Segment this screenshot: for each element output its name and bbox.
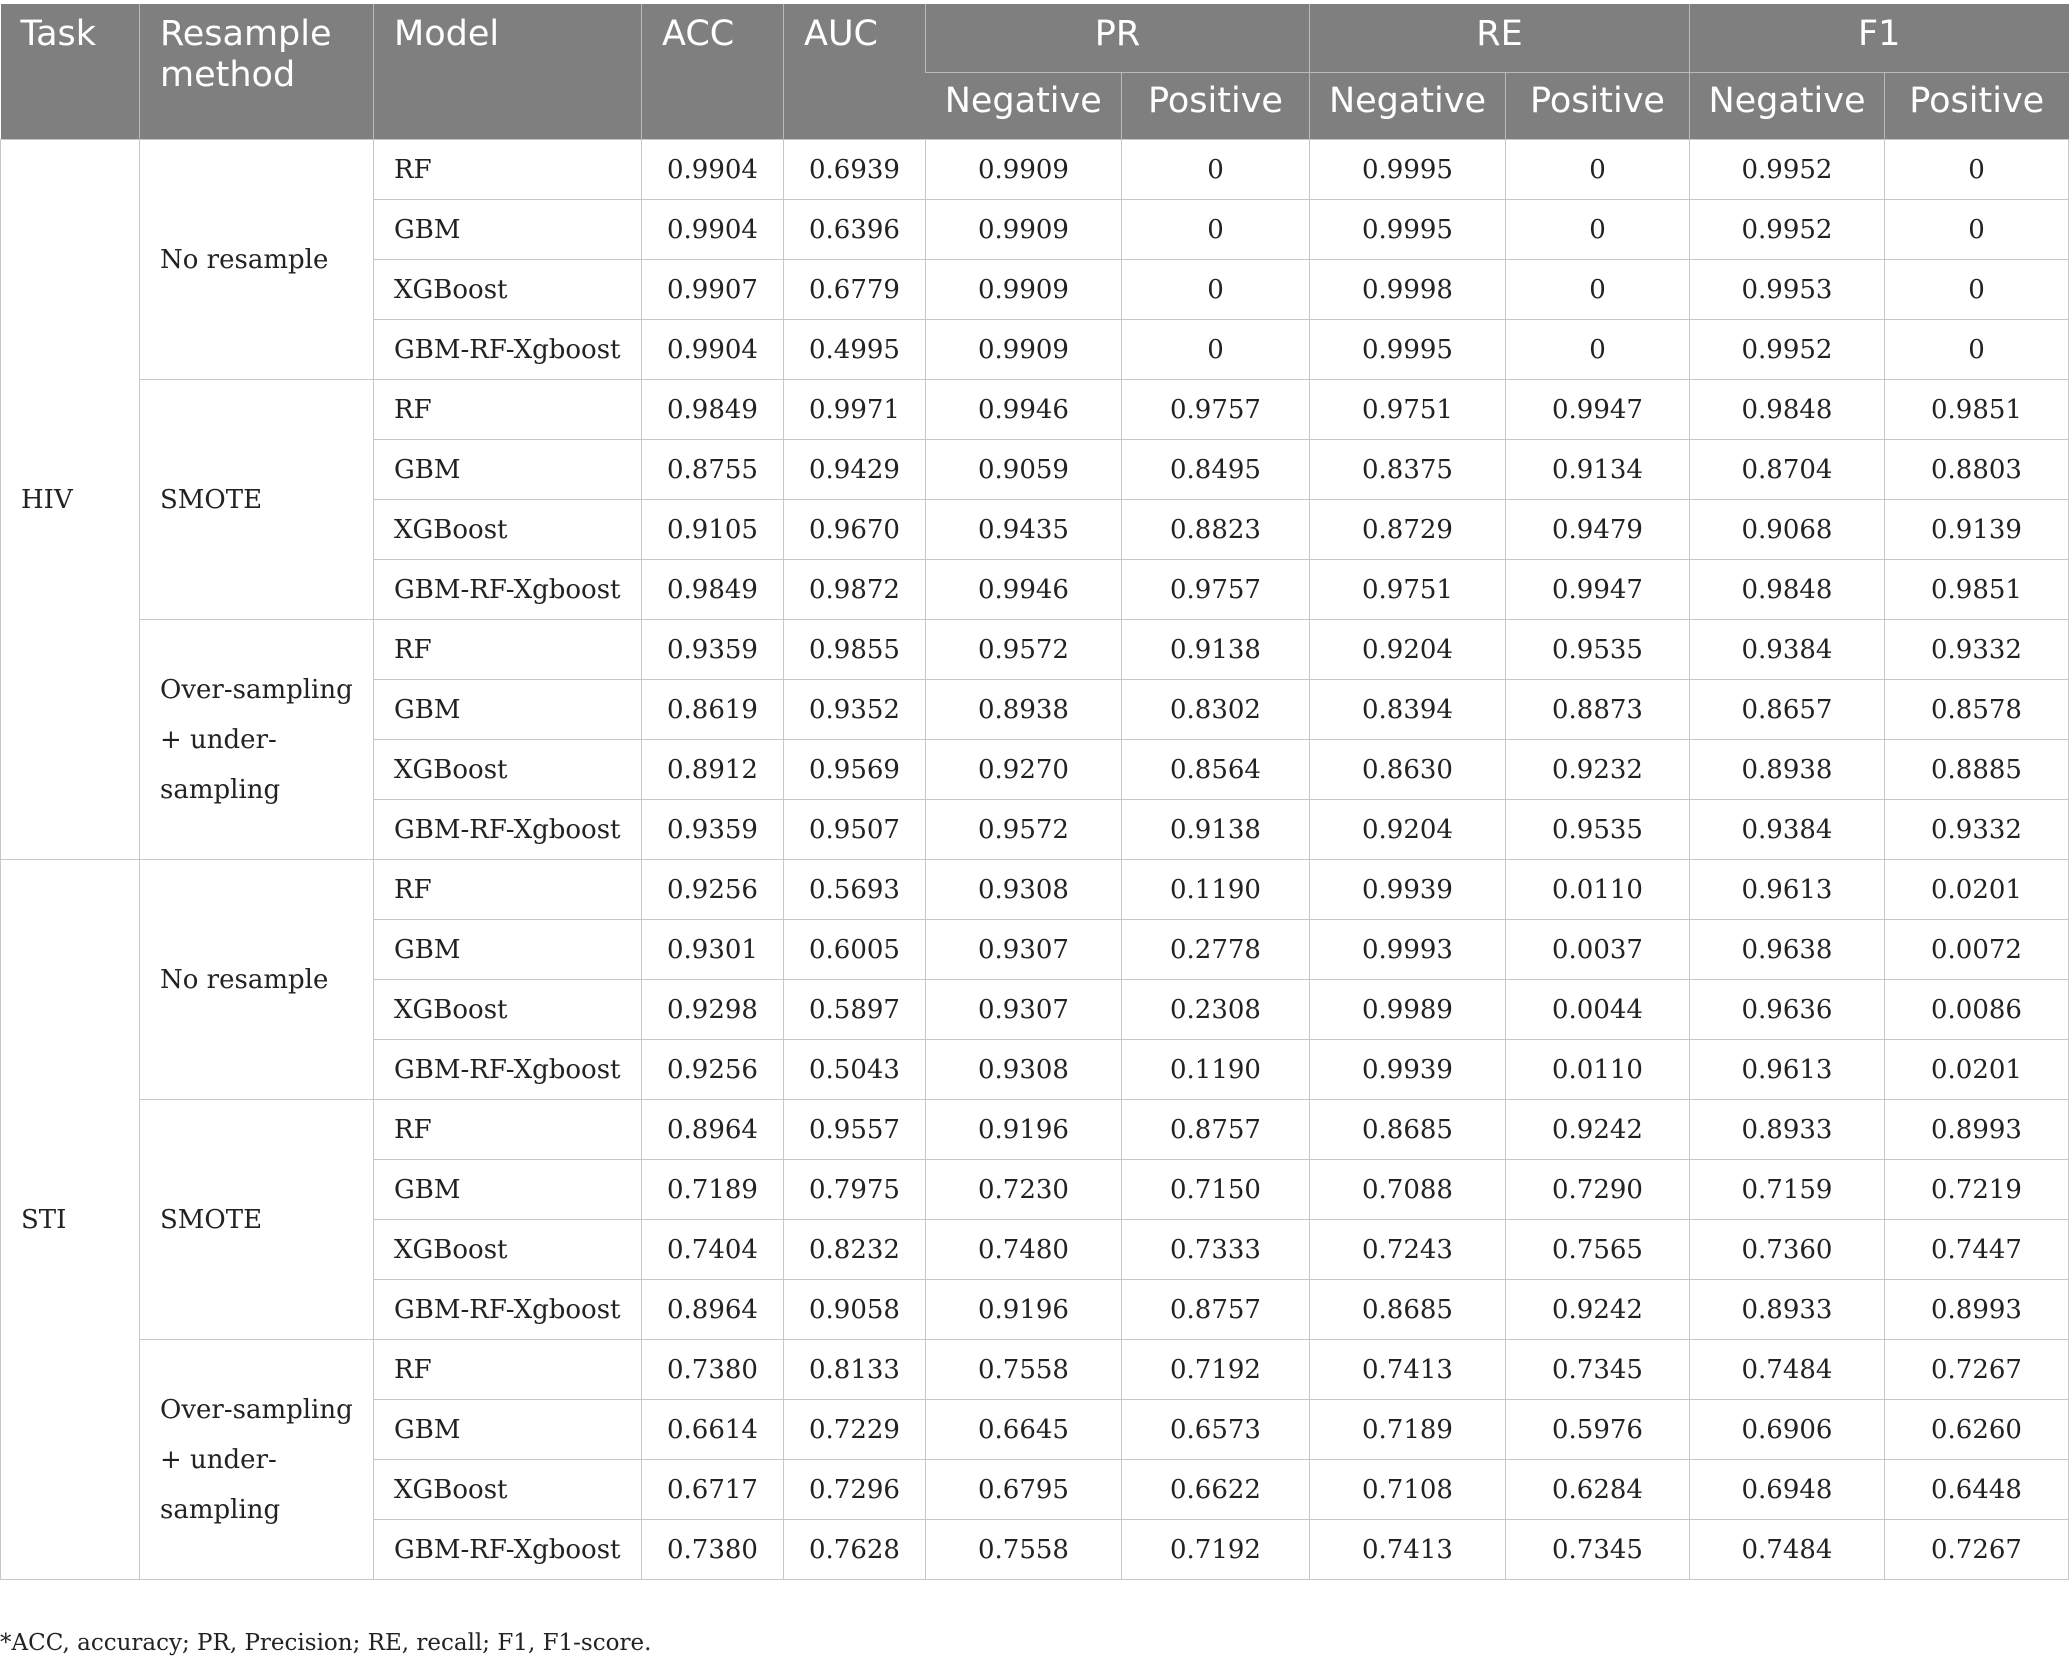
re-negative-cell: 0.7413 [1310,1340,1506,1400]
f1-positive-cell: 0.0072 [1885,920,2069,980]
model-cell: XGBoost [374,1220,642,1280]
re-positive-cell: 0.7345 [1506,1520,1690,1580]
model-cell: XGBoost [374,1460,642,1520]
auc-cell: 0.6005 [784,920,926,980]
auc-cell: 0.9971 [784,380,926,440]
header-task: Task [1,4,140,140]
pr-positive-cell: 0.8823 [1122,500,1310,560]
model-cell: XGBoost [374,740,642,800]
acc-cell: 0.7404 [642,1220,784,1280]
table-row [1,860,2069,920]
auc-cell: 0.6779 [784,260,926,320]
header-f1-negative: Negative [1690,73,1885,140]
re-negative-cell: 0.9751 [1310,560,1506,620]
re-negative-cell: 0.9204 [1310,620,1506,680]
auc-cell: 0.7229 [784,1400,926,1460]
f1-negative-cell: 0.9384 [1690,800,1885,860]
resample-method-cell: SMOTE [140,380,374,620]
auc-cell: 0.7975 [784,1160,926,1220]
pr-positive-cell: 0.9138 [1122,800,1310,860]
header-f1-positive: Positive [1885,73,2069,140]
re-positive-cell: 0.7345 [1506,1340,1690,1400]
acc-cell: 0.9907 [642,260,784,320]
f1-positive-cell: 0 [1885,320,2069,380]
auc-cell: 0.6396 [784,200,926,260]
pr-positive-cell: 0.1190 [1122,860,1310,920]
re-positive-cell: 0.9947 [1506,560,1690,620]
acc-cell: 0.9256 [642,1040,784,1100]
acc-cell: 0.7380 [642,1340,784,1400]
re-negative-cell: 0.7413 [1310,1520,1506,1580]
auc-cell: 0.6939 [784,140,926,200]
resample-method-cell: Over-sampling + under-sampling [140,1340,374,1580]
model-cell: GBM [374,1400,642,1460]
pr-positive-cell: 0 [1122,320,1310,380]
pr-positive-cell: 0.9757 [1122,380,1310,440]
f1-positive-cell: 0.7267 [1885,1520,2069,1580]
auc-cell: 0.4995 [784,320,926,380]
model-cell: GBM [374,680,642,740]
f1-negative-cell: 0.9638 [1690,920,1885,980]
model-cell: GBM [374,440,642,500]
pr-positive-cell: 0.2778 [1122,920,1310,980]
acc-cell: 0.9298 [642,980,784,1040]
acc-cell: 0.6717 [642,1460,784,1520]
pr-negative-cell: 0.7558 [926,1520,1122,1580]
pr-positive-cell: 0.8757 [1122,1280,1310,1340]
pr-negative-cell: 0.9059 [926,440,1122,500]
f1-negative-cell: 0.6948 [1690,1460,1885,1520]
acc-cell: 0.9904 [642,200,784,260]
acc-cell: 0.9904 [642,320,784,380]
re-negative-cell: 0.7243 [1310,1220,1506,1280]
re-negative-cell: 0.8630 [1310,740,1506,800]
auc-cell: 0.9670 [784,500,926,560]
auc-cell: 0.9429 [784,440,926,500]
auc-cell: 0.8232 [784,1220,926,1280]
table-row [1,380,2069,440]
pr-negative-cell: 0.9572 [926,620,1122,680]
f1-positive-cell: 0.0201 [1885,1040,2069,1100]
re-negative-cell: 0.7088 [1310,1160,1506,1220]
f1-negative-cell: 0.9953 [1690,260,1885,320]
re-positive-cell: 0.9947 [1506,380,1690,440]
re-positive-cell: 0.9242 [1506,1280,1690,1340]
pr-negative-cell: 0.9308 [926,1040,1122,1100]
pr-negative-cell: 0.9308 [926,860,1122,920]
re-negative-cell: 0.9989 [1310,980,1506,1040]
pr-positive-cell: 0.8495 [1122,440,1310,500]
pr-positive-cell: 0 [1122,200,1310,260]
pr-positive-cell: 0.6622 [1122,1460,1310,1520]
header-f1: F1 [1690,4,2069,73]
table-row [1,1100,2069,1160]
pr-positive-cell: 0.7150 [1122,1160,1310,1220]
re-negative-cell: 0.9993 [1310,920,1506,980]
re-positive-cell: 0.9535 [1506,620,1690,680]
pr-positive-cell: 0.8757 [1122,1100,1310,1160]
pr-negative-cell: 0.9572 [926,800,1122,860]
pr-positive-cell: 0.6573 [1122,1400,1310,1460]
pr-positive-cell: 0.2308 [1122,980,1310,1040]
re-negative-cell: 0.9751 [1310,380,1506,440]
acc-cell: 0.8755 [642,440,784,500]
table-row [1,1340,2069,1400]
f1-positive-cell: 0.9332 [1885,800,2069,860]
pr-negative-cell: 0.9435 [926,500,1122,560]
auc-cell: 0.9557 [784,1100,926,1160]
f1-negative-cell: 0.7360 [1690,1220,1885,1280]
pr-negative-cell: 0.9307 [926,980,1122,1040]
f1-negative-cell: 0.8704 [1690,440,1885,500]
f1-negative-cell: 0.8933 [1690,1280,1885,1340]
pr-negative-cell: 0.9946 [926,560,1122,620]
f1-negative-cell: 0.7159 [1690,1160,1885,1220]
model-cell: GBM [374,1160,642,1220]
re-positive-cell: 0.9232 [1506,740,1690,800]
pr-positive-cell: 0.9757 [1122,560,1310,620]
f1-positive-cell: 0.0086 [1885,980,2069,1040]
resample-method-cell: No resample [140,140,374,380]
auc-cell: 0.9058 [784,1280,926,1340]
pr-positive-cell: 0.7333 [1122,1220,1310,1280]
acc-cell: 0.9849 [642,560,784,620]
pr-negative-cell: 0.7480 [926,1220,1122,1280]
acc-cell: 0.7189 [642,1160,784,1220]
re-positive-cell: 0.0044 [1506,980,1690,1040]
header-acc: ACC [642,4,784,140]
acc-cell: 0.9256 [642,860,784,920]
pr-positive-cell: 0 [1122,140,1310,200]
f1-positive-cell: 0.9332 [1885,620,2069,680]
header-resample-method: Resample method [140,4,374,140]
re-positive-cell: 0.9242 [1506,1100,1690,1160]
model-cell: GBM-RF-Xgboost [374,560,642,620]
re-negative-cell: 0.9998 [1310,260,1506,320]
pr-negative-cell: 0.9196 [926,1280,1122,1340]
model-cell: GBM-RF-Xgboost [374,320,642,380]
auc-cell: 0.9872 [784,560,926,620]
re-negative-cell: 0.7108 [1310,1460,1506,1520]
auc-cell: 0.5693 [784,860,926,920]
pr-positive-cell: 0.8564 [1122,740,1310,800]
f1-negative-cell: 0.9952 [1690,140,1885,200]
task-cell: HIV [1,140,140,860]
pr-negative-cell: 0.9909 [926,200,1122,260]
f1-positive-cell: 0.8993 [1885,1280,2069,1340]
re-negative-cell: 0.9939 [1310,860,1506,920]
f1-positive-cell: 0.9139 [1885,500,2069,560]
auc-cell: 0.9569 [784,740,926,800]
f1-negative-cell: 0.9613 [1690,1040,1885,1100]
acc-cell: 0.9301 [642,920,784,980]
acc-cell: 0.9359 [642,620,784,680]
f1-negative-cell: 0.9952 [1690,200,1885,260]
f1-positive-cell: 0 [1885,140,2069,200]
pr-negative-cell: 0.8938 [926,680,1122,740]
pr-negative-cell: 0.6795 [926,1460,1122,1520]
model-cell: GBM-RF-Xgboost [374,1520,642,1580]
f1-negative-cell: 0.7484 [1690,1340,1885,1400]
auc-cell: 0.8133 [784,1340,926,1400]
table-row [1,140,2069,200]
f1-positive-cell: 0.8993 [1885,1100,2069,1160]
f1-negative-cell: 0.7484 [1690,1520,1885,1580]
pr-negative-cell: 0.9307 [926,920,1122,980]
re-positive-cell: 0 [1506,260,1690,320]
model-cell: XGBoost [374,980,642,1040]
model-cell: GBM-RF-Xgboost [374,1040,642,1100]
re-positive-cell: 0.0110 [1506,1040,1690,1100]
pr-negative-cell: 0.7558 [926,1340,1122,1400]
f1-positive-cell: 0.9851 [1885,560,2069,620]
table-header [1,4,2069,140]
auc-cell: 0.9352 [784,680,926,740]
f1-positive-cell: 0.8578 [1885,680,2069,740]
re-negative-cell: 0.8685 [1310,1280,1506,1340]
f1-positive-cell: 0 [1885,260,2069,320]
acc-cell: 0.9849 [642,380,784,440]
pr-negative-cell: 0.7230 [926,1160,1122,1220]
model-cell: GBM-RF-Xgboost [374,800,642,860]
f1-positive-cell: 0.0201 [1885,860,2069,920]
f1-negative-cell: 0.9952 [1690,320,1885,380]
pr-positive-cell: 0.1190 [1122,1040,1310,1100]
model-cell: RF [374,1340,642,1400]
header-pr: PR [926,4,1310,73]
re-positive-cell: 0.0037 [1506,920,1690,980]
header-model: Model [374,4,642,140]
f1-negative-cell: 0.9068 [1690,500,1885,560]
pr-positive-cell: 0.7192 [1122,1340,1310,1400]
table-body [1,140,2069,1580]
resample-method-cell: SMOTE [140,1100,374,1340]
re-negative-cell: 0.8729 [1310,500,1506,560]
resample-method-cell: Over-sampling + under-sampling [140,620,374,860]
header-re-positive: Positive [1506,73,1690,140]
pr-positive-cell: 0.9138 [1122,620,1310,680]
model-cell: RF [374,620,642,680]
f1-negative-cell: 0.9384 [1690,620,1885,680]
pr-negative-cell: 0.9270 [926,740,1122,800]
header-re: RE [1310,4,1690,73]
f1-positive-cell: 0.6260 [1885,1400,2069,1460]
auc-cell: 0.9855 [784,620,926,680]
f1-negative-cell: 0.9636 [1690,980,1885,1040]
f1-negative-cell: 0.9848 [1690,380,1885,440]
re-negative-cell: 0.8375 [1310,440,1506,500]
f1-negative-cell: 0.9848 [1690,560,1885,620]
pr-negative-cell: 0.9196 [926,1100,1122,1160]
header-re-negative: Negative [1310,73,1506,140]
auc-cell: 0.7628 [784,1520,926,1580]
auc-cell: 0.5897 [784,980,926,1040]
pr-positive-cell: 0.8302 [1122,680,1310,740]
f1-positive-cell: 0.6448 [1885,1460,2069,1520]
f1-positive-cell: 0.7267 [1885,1340,2069,1400]
f1-negative-cell: 0.6906 [1690,1400,1885,1460]
pr-negative-cell: 0.9909 [926,260,1122,320]
re-negative-cell: 0.7189 [1310,1400,1506,1460]
acc-cell: 0.8619 [642,680,784,740]
re-negative-cell: 0.9939 [1310,1040,1506,1100]
acc-cell: 0.9904 [642,140,784,200]
acc-cell: 0.8912 [642,740,784,800]
acc-cell: 0.8964 [642,1280,784,1340]
header-auc: AUC [784,4,926,140]
model-cell: GBM-RF-Xgboost [374,1280,642,1340]
pr-negative-cell: 0.9946 [926,380,1122,440]
re-positive-cell: 0.6284 [1506,1460,1690,1520]
f1-negative-cell: 0.8938 [1690,740,1885,800]
header-pr-negative: Negative [926,73,1122,140]
task-cell: STI [1,860,140,1580]
re-positive-cell: 0.9535 [1506,800,1690,860]
re-negative-cell: 0.9995 [1310,140,1506,200]
f1-positive-cell: 0.8803 [1885,440,2069,500]
acc-cell: 0.7380 [642,1520,784,1580]
f1-positive-cell: 0.7447 [1885,1220,2069,1280]
f1-positive-cell: 0.7219 [1885,1160,2069,1220]
pr-positive-cell: 0.7192 [1122,1520,1310,1580]
f1-positive-cell: 0 [1885,200,2069,260]
results-table [0,4,2069,1580]
f1-negative-cell: 0.8933 [1690,1100,1885,1160]
re-negative-cell: 0.9995 [1310,200,1506,260]
re-negative-cell: 0.8394 [1310,680,1506,740]
auc-cell: 0.5043 [784,1040,926,1100]
re-positive-cell: 0 [1506,200,1690,260]
model-cell: XGBoost [374,260,642,320]
re-negative-cell: 0.9995 [1310,320,1506,380]
table-footnote: *ACC, accuracy; PR, Precision; RE, recall; F1, F1-score. [0,1630,652,1656]
model-cell: GBM [374,200,642,260]
model-cell: RF [374,140,642,200]
pr-positive-cell: 0 [1122,260,1310,320]
re-negative-cell: 0.9204 [1310,800,1506,860]
re-positive-cell: 0 [1506,140,1690,200]
f1-positive-cell: 0.9851 [1885,380,2069,440]
model-cell: RF [374,1100,642,1160]
model-cell: GBM [374,920,642,980]
re-positive-cell: 0.0110 [1506,860,1690,920]
re-positive-cell: 0.9479 [1506,500,1690,560]
model-cell: RF [374,860,642,920]
pr-negative-cell: 0.9909 [926,140,1122,200]
table-row [1,620,2069,680]
re-positive-cell: 0.8873 [1506,680,1690,740]
results-table-container [0,4,2069,1580]
acc-cell: 0.9105 [642,500,784,560]
header-pr-positive: Positive [1122,73,1310,140]
f1-positive-cell: 0.8885 [1885,740,2069,800]
f1-negative-cell: 0.9613 [1690,860,1885,920]
acc-cell: 0.8964 [642,1100,784,1160]
f1-negative-cell: 0.8657 [1690,680,1885,740]
pr-negative-cell: 0.9909 [926,320,1122,380]
re-positive-cell: 0.9134 [1506,440,1690,500]
re-positive-cell: 0.7290 [1506,1160,1690,1220]
re-positive-cell: 0 [1506,320,1690,380]
re-positive-cell: 0.7565 [1506,1220,1690,1280]
re-negative-cell: 0.8685 [1310,1100,1506,1160]
pr-negative-cell: 0.6645 [926,1400,1122,1460]
re-positive-cell: 0.5976 [1506,1400,1690,1460]
acc-cell: 0.9359 [642,800,784,860]
model-cell: XGBoost [374,500,642,560]
auc-cell: 0.9507 [784,800,926,860]
model-cell: RF [374,380,642,440]
resample-method-cell: No resample [140,860,374,1100]
auc-cell: 0.7296 [784,1460,926,1520]
acc-cell: 0.6614 [642,1400,784,1460]
